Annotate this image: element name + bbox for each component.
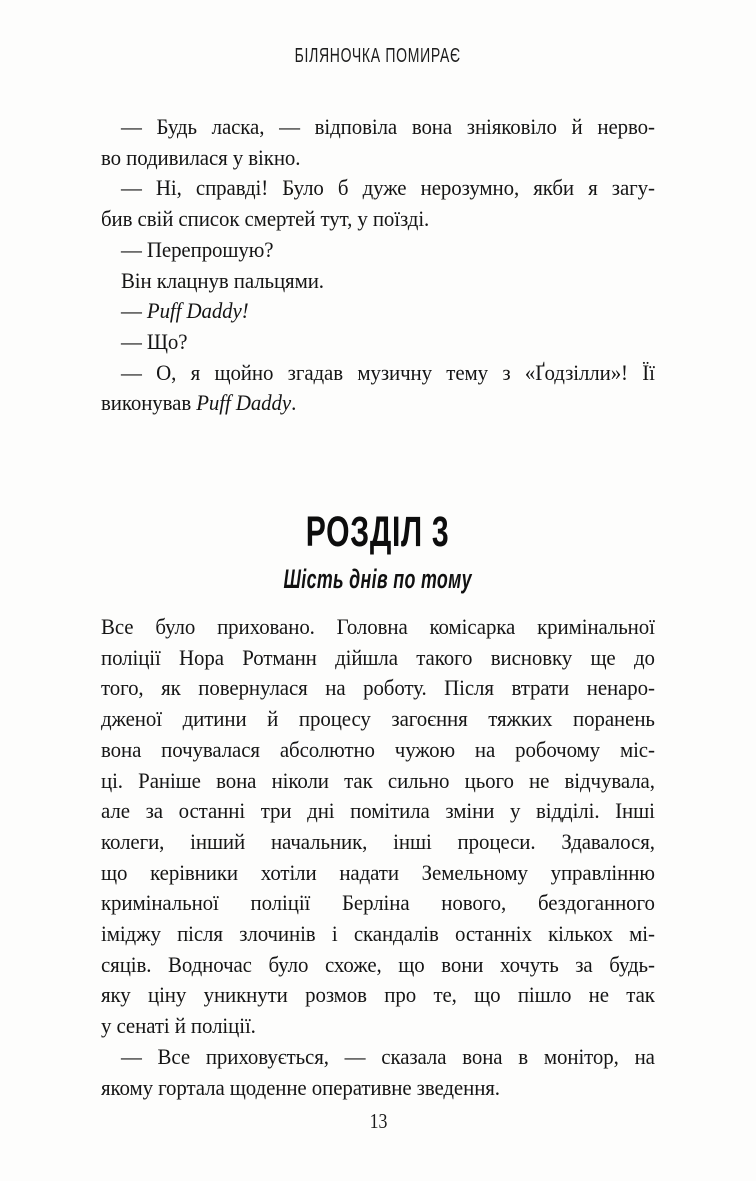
text-line: — Все приховується, — сказала вона в монітор, на: [120, 1043, 655, 1069]
text-line: іміджу після злочинів і скандалів останніх кількох мі-: [101, 921, 655, 947]
text-line: — Перепрошую?: [120, 236, 274, 262]
page-number: [0, 1111, 756, 1132]
text-line: у сенаті й поліції.: [101, 1013, 256, 1039]
text-line: вона почувалася абсолютно чужою на робочому міс-: [101, 736, 655, 762]
text-line: якому гортала щоденне оперативне зведення.: [101, 1074, 500, 1100]
text-line: ці. Раніше вона ніколи так сильно цього не відчувала,: [101, 767, 655, 793]
text-line: — Ні, справді! Було б дуже нерозумно, якби я загу-: [120, 175, 655, 201]
chapter-title-text: РОЗДІЛ 3: [306, 508, 450, 556]
text-line: во подивилася у вікно.: [101, 144, 301, 170]
text-line: що керівники хотіли надати Земельному управлінню: [101, 859, 655, 885]
text-line: — О, я щойно згадав музичну тему з «Ґодзілли»! Її: [120, 359, 655, 385]
running-header-text: БІЛЯНОЧКА ПОМИРАЄ: [294, 45, 462, 67]
text-line: сяців. Водночас було схоже, що вони хочуть за будь-: [101, 951, 655, 977]
chapter-subtitle: [0, 566, 756, 593]
dialogue-block: [101, 112, 655, 419]
text-line: яку ціну уникнути розмов про те, що пішло не так: [101, 982, 655, 1008]
text-line: кримінальної поліції Берліна нового, бездоганного: [101, 890, 655, 916]
text-line: дженої дитини й процесу загоєння тяжких поранень: [101, 706, 655, 732]
text-line: Він клацнув пальцями.: [120, 267, 324, 293]
text-line: виконував Puff Daddy.: [101, 390, 297, 416]
text-line: — Будь ласка, — відповіла вона зніяковіло й нерво-: [120, 114, 655, 139]
text-line: колеги, інший начальник, інші процеси. Здавалося,: [101, 828, 655, 854]
chapter-subtitle-text: Шість днів по тому: [283, 564, 473, 594]
text-line: того, як повернулася на роботу. Після втрати ненаро-: [101, 675, 655, 701]
text-line: але за останні три дні помітила зміни у відділі. Інші: [101, 798, 655, 824]
text-line: — Puff Daddy!: [120, 298, 249, 324]
page-number-text: 13: [369, 1109, 387, 1133]
text-line: поліції Нора Ротманн дійшла такого висновку ще до: [101, 644, 655, 670]
chapter-title: [0, 508, 756, 556]
running-header: [0, 46, 756, 66]
text-line: Все було приховано. Головна комісарка кримінальної: [101, 614, 655, 639]
chapter-body: [101, 612, 655, 1103]
text-line: — Що?: [120, 328, 188, 354]
text-line: бив свій список смертей тут, у поїзді.: [101, 206, 430, 232]
